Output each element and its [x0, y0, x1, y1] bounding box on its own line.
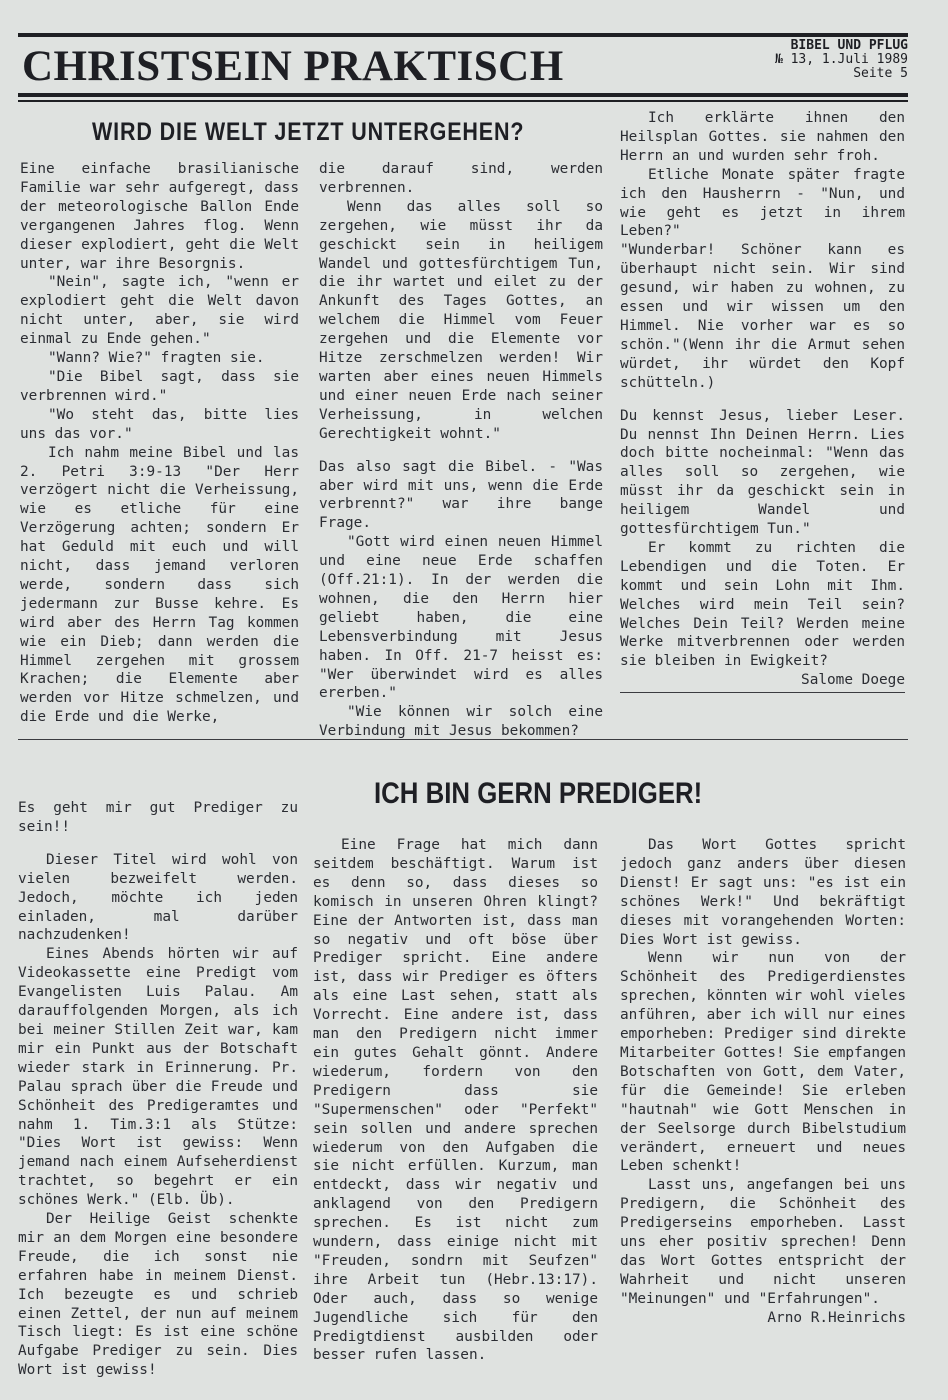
top-rule [18, 33, 908, 37]
author-signature: Salome Doege [620, 671, 905, 693]
paragraph: Ich erklärte ihnen den Heilsplan Gottes. sie nahmen den Herrn an und wurden sehr froh. [620, 110, 905, 164]
article-separator [18, 739, 908, 740]
paragraph: "Nein", sagte ich, "wenn er explodiert geht die Welt davon nicht unter, aber, sie wird einmal zu Ende gehen." [20, 274, 299, 348]
article2-column-2 [313, 836, 598, 1365]
article2-headline: ICH BIN GERN PREDIGER! [374, 777, 703, 810]
paragraph: die darauf sind, werden verbrennen. [319, 161, 603, 196]
paragraph: Dieser Titel wird wohl von vielen bezweifelt werden. Jedoch, möchte ich jeden einladen, mal darüber nachzudenken! [18, 851, 298, 944]
paragraph: Ich nahm meine Bibel und las 2. Petri 3:9-13 "Der Herr verzögert nicht die Verheissung, wie es etliche für eine Verzögerung achten; sondern Er hat Geduld mit euch und will nicht, dass jemand verloren werde, sondern dass sich jedermann zur Busse kehre. Es wird aber des Herrn Tag kommen wie ein Dieb; dann werden die Himmel zergehen mit grossem Krachen; die Elemente aber werden vor Hitze schmelzen, und die Erde und die Werke, [20, 444, 299, 726]
masthead-info [775, 39, 908, 81]
page-number: Seite 5 [853, 66, 908, 81]
paragraph: "Gott wird einen neuen Himmel und eine neue Erde schaffen (Off.21:1). In der werden die wohnen, die den Herrn hier geliebt haben, die eine Lebensverbindung mit Jesus haben. In Off. 21-7 heisst es: "Wer überwindet wird es alles ererben." [319, 534, 603, 702]
article1-column-1 [20, 160, 299, 727]
article1-column-3 [620, 109, 905, 693]
paragraph: "Wo steht das, bitte lies uns das vor." [20, 406, 299, 442]
article1-column-2 [319, 160, 603, 741]
paragraph: Er kommt zu richten die Lebendigen und die Toten. Er kommt und sein Lohn mit Ihm. Welches wird mein Teil sein? Welches Dein Teil? Werden meine Werke mitverbrennen oder werden sie bleiben in Ewigkeit? [620, 539, 905, 670]
masthead-rule-thin [18, 100, 908, 102]
paragraph: "Wann? Wie?" fragten sie. [48, 350, 265, 367]
publication-name: BIBEL UND PFLUG [790, 38, 908, 53]
paragraph: "Die Bibel sagt, dass sie verbrennen wird." [20, 368, 299, 404]
article1-headline: WIRD DIE WELT JETZT UNTERGEHEN? [92, 118, 525, 146]
paragraph: Etliche Monate später fragte ich den Hausherrn - "Nun, und wie geht es jetzt in ihrem Leben?" [620, 166, 905, 240]
paragraph: Wenn wir nun von der Schönheit des Predigerdienstes sprechen, könnten wir wohl vieles anführen, aber ich will nur eines emporheben: Prediger sind direkte Mitarbeiter Gottes! Sie empfangen Botschaften von Gott, dem Vater, für die Gemeinde! Sie erleben "hautnah" wie Gott Menschen in der Seelsorge durch Bibelstudium verändert, erneuert und neues Leben schenkt! [620, 950, 906, 1175]
masthead-rule-thick [18, 93, 908, 97]
article2-column-3 [620, 836, 906, 1328]
author-signature: Arno R.Heinrichs [767, 1309, 906, 1326]
article2-column-1 [18, 799, 298, 1380]
paragraph: "Wie können wir solch eine Verbindung mit Jesus bekommen? [319, 704, 603, 740]
paragraph: Eine einfache brasilianische Familie war sehr aufgeregt, dass der meteorologische Ballon Ende vergangenen Jahres flog. Wenn dieser explodiert, geht die Welt unter, war ihre Besorgnis. [20, 161, 299, 272]
issue-number: № 13, 1.Juli 1989 [774, 52, 908, 67]
paragraph: Lasst uns, angefangen bei uns Predigern, die Schönheit des Predigerseins emporheben. Lasst uns eher positiv sprechen! Denn das Wort Gottes entspricht der Wahrheit und nicht unseren "Meinungen" und "Erfahrungen". [620, 1177, 906, 1307]
paragraph: Du kennst Jesus, lieber Leser. Du nennst Ihn Deinen Herrn. Lies doch bitte nocheinmal: "Wenn das alles soll so zergehen, wie müsst ihr da geschickt sein in heiligem Wandel und gottesfürchtigem Tun." [620, 407, 905, 538]
paragraph: Das also sagt die Bibel. - "Was aber wird mit uns, wenn die Erde verbrennt?" war ihre bange Frage. [319, 458, 603, 532]
paragraph: Eines Abends hörten wir auf Videokassette eine Predigt vom Evangelisten Luis Palau. Am darauffolgenden Morgen, als ich bei meiner Stillen Zeit war, kam mir ein Punkt aus der Botschaft wieder stark in Erinnerung. Pr. Palau sprach über die Freude und Schönheit des Predigeramtes und nahm 1. Tim.3:1 als Stütze: "Dies Wort ist gewiss: Wenn jemand nach einem Aufseherdienst trachtet, so begehrt er ein schönes Werk." (Elb. Üb). [18, 946, 298, 1209]
paragraph: "Wunderbar! Schöner kann es überhaupt nicht sein. Wir sind gesund, wir haben zu wohnen, zu essen und wir wissen um den Himmel. Nie vorher war es so schön."(Wenn ihr die Armut sehen würdet, ihr würdet den Kopf schütteln.) [620, 242, 905, 391]
paragraph: Wenn das alles soll so zergehen, wie müsst ihr da geschickt sein in heiligem Wandel und gottesfürchtigem Tun, die ihr wartet und eilet zu der Ankunft des Tages Gottes, an welchem die Himmel vom Feuer zergehen und die Elemente vor Hitze zerschmelzen werden! Wir warten aber eines neuen Himmels und einer neuen Erde nach seiner Verheissung, in welchen Gerechtigkeit wohnt." [319, 198, 603, 442]
paragraph: Eine Frage hat mich dann seitdem beschäftigt. Warum ist es denn so, dass dieses so komisch in unseren Ohren klingt? Eine der Antworten ist, dass man so negativ und oft böse über Prediger spricht. Eine andere ist, dass wir Prediger es öfters als eine Last sehen, statt als Vorrecht. Eine andere ist, dass man den Predigern nicht immer ein gutes Gehalt gönnt. Andere wiederum, fordern von den Predigern dass sie "Supermenschen" oder "Perfekt" sein sollen und andere sprechen wiederum von den Aufgaben die sie nicht erfüllen. Kurzum, man entdeckt, dass wir negativ und anklagend von den Predigern sprechen. Es ist nicht zum wundern, dass einige nicht mit "Freuden, sondrn mit Seufzen" ihre Arbeit tun (Hebr.13:17). Oder auch, dass so wenige Jugendliche sich für den Predigtdienst ausbilden oder besser rufen lassen. [313, 837, 598, 1364]
paragraph: Es geht mir gut Prediger zu sein!! [18, 800, 298, 835]
paragraph: Der Heilige Geist schenkte mir an dem Morgen eine besondere Freude, die ich sonst nie erfahren habe in meinem Dienst. Ich bezeugte es und schrieb einen Zettel, der nun auf meinem Tisch liegt: Es ist eine schöne Aufgabe Prediger zu sein. Dies Wort ist gewiss! [18, 1211, 298, 1379]
paragraph: Das Wort Gottes spricht jedoch ganz anders über diesen Dienst! Er sagt uns: "es ist ein schönes Werk!" Und bekräftigt dieses mit vorangehenden Worten: Dies Wort ist gewiss. [620, 837, 906, 948]
masthead-title: CHRISTSEIN PRAKTISCH [22, 43, 564, 90]
